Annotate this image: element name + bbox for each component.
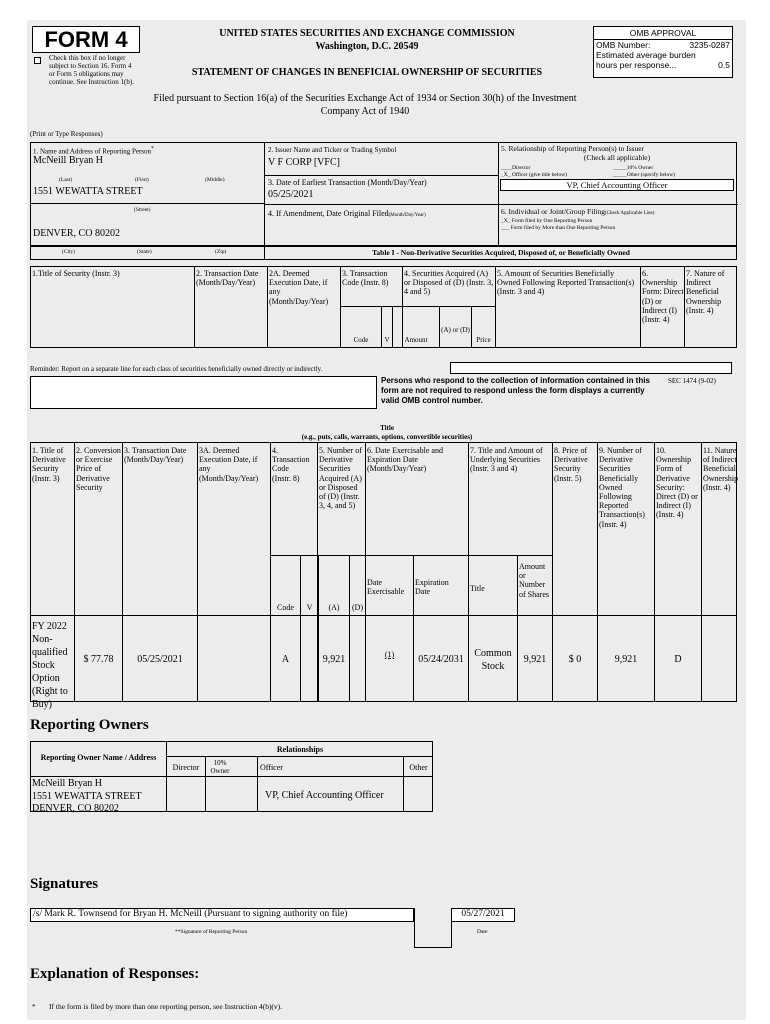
zip-label: (Zip) (215, 249, 227, 255)
omb-approval-box (593, 26, 733, 78)
t2-row-price: $ 77.78 (83, 654, 114, 665)
earliest-date-label: 3. Date of Earliest Transaction (Month/Day/Year) (268, 178, 427, 187)
t2-h4: 4. Transaction Code (Instr. 8) (272, 446, 310, 483)
t2-row-expiration: 05/24/2031 (418, 654, 464, 665)
no-longer-subject-checkbox[interactable] (34, 57, 41, 64)
commission-location: Washington, D.C. 20549 (315, 41, 419, 52)
officer-check-mark[interactable]: _X_ (501, 172, 511, 178)
omb-number-value: 3235-0287 (689, 40, 730, 50)
t2-row-form: D (674, 654, 682, 665)
t1-col3-header: 3. Transaction Code (Instr. 8) (342, 269, 389, 288)
table2-subtitle: (e.g., puts, calls, warrants, options, convertible securities) (301, 433, 473, 441)
director-option[interactable]: Director (512, 165, 531, 171)
t2-exp-header: Expiration Date (415, 578, 449, 597)
t2-date-ex-header: Date Exercisable (367, 578, 405, 597)
t2-h10: 10. Ownership Form of Derivative Security: Direct (D) or Indirect (I) (Instr. 4) (656, 446, 698, 520)
t2-h3: 3. Transaction Date (Month/Day/Year) (124, 446, 187, 465)
explanation-bullet: * (32, 1003, 36, 1011)
t2-row-owned: 9,921 (614, 654, 638, 665)
t2-row-code: A (281, 654, 290, 665)
t2-code-header: Code (277, 603, 294, 612)
t1-aord-header: (A) or (D) (441, 326, 470, 334)
t2-d-header: (D) (351, 603, 364, 612)
relationship-label: 5. Relationship of Reporting Person(s) to Issuer (501, 144, 645, 153)
t2-row-security: FY 2022 Non-qualified Stock Option (Right to Buy) (32, 621, 68, 710)
t2-title-header: Title (470, 584, 485, 593)
reporting-person-street: 1551 WEWATTA STREET (33, 186, 143, 197)
first-label: (First) (135, 177, 149, 183)
reporting-person-city: DENVER, CO 80202 (33, 228, 120, 239)
t2-h7: 7. Title and Amount of Underlying Securities (Instr. 3 and 4) (470, 446, 543, 474)
owner-officer-title: VP, Chief Accounting Officer (265, 790, 384, 801)
filing-more-option[interactable]: ___ Form filed by More than One Reporting Person (501, 225, 616, 231)
omb-burden-label: Estimated average burden (596, 50, 696, 60)
sec-code: SEC 1474 (9-02) (668, 377, 716, 385)
issuer-label: 2. Issuer Name and Ticker or Trading Symbol (268, 146, 397, 154)
reminder-blank (450, 362, 732, 374)
omb-hours-label: hours per response... (596, 60, 677, 70)
owner-name: McNeill Bryan H 1551 WEWATTA STREET DENVER, CO 80202 (32, 778, 142, 814)
t2-row-exercisable-footnote[interactable]: (1) (384, 650, 395, 659)
filing-one-option[interactable]: _X_ Form filed by One Reporting Person (501, 218, 593, 224)
omb-number-label: OMB Number: (596, 40, 651, 50)
t2-a-header: (A) (328, 603, 340, 612)
director-header: Director (172, 763, 200, 772)
t2-h5: 5. Number of Derivative Securities Acquired (A) or Disposed of (D) (Instr. 3, 4, and 5) (319, 446, 362, 511)
filing-label: 6. Individual or Joint/Group Filing(Check Applicable Line) (501, 207, 655, 216)
t2-h1: 1. Title of Derivative Security (Instr. 3) (32, 446, 66, 483)
t1-col2a-header: 2A. Deemed Execution Date, if any (Month/Day/Year) (269, 269, 329, 306)
t2-h8: 8. Price of Derivative Security (Instr. 5) (554, 446, 588, 483)
date-label: Date (477, 929, 488, 935)
t1-col5-header: 5. Amount of Securities Beneficially Owned Following Reported Transaction(s) (Instr. 3 and 4) (497, 269, 635, 297)
officer-title-field[interactable]: VP, Chief Accounting Officer (500, 179, 734, 191)
t2-row-date: 05/25/2021 (137, 654, 183, 665)
signature-text: /s/ Mark R. Townsend for Bryan H. McNeill (Pursuant to signing authority on file) (33, 909, 348, 919)
omb-title: OMB APPROVAL (594, 27, 732, 40)
state-label: (State) (137, 249, 152, 255)
reporting-person-label: 1. Name and Address of Reporting Person* (33, 146, 154, 156)
earliest-date-value: 05/25/2021 (268, 189, 314, 200)
t2-row-a: 9,921 (322, 654, 346, 665)
explanation-note: If the form is filed by more than one reporting person, see Instruction 4(b)(v). (49, 1002, 283, 1011)
notice-blank (30, 376, 377, 409)
omb-hours-value: 0.5 (718, 60, 730, 70)
other-option[interactable]: Other (specify below) (626, 172, 676, 178)
signature-date: 05/27/2021 (461, 909, 505, 919)
filed-pursuant-text: Filed pursuant to Section 16(a) of the Securities Exchange Act of 1934 or Section 30(h) of the Investment Company Act of 1940 (153, 93, 577, 117)
commission-name: UNITED STATES SECURITIES AND EXCHANGE COMMISSION (219, 28, 515, 39)
relationships-header: Relationships (276, 745, 324, 754)
ten-pct-header: 10% Owner (210, 759, 230, 776)
t2-h2: 2. Conversion or Exercise Price of Derivative Security (76, 446, 121, 492)
statement-title: STATEMENT OF CHANGES IN BENEFICIAL OWNERSHIP OF SECURITIES (191, 67, 543, 78)
reporting-owners-heading: Reporting Owners (30, 717, 149, 733)
t2-v-header: V (306, 603, 313, 612)
t1-col7-header: 7. Nature of Indirect Beneficial Ownership (Instr. 4) (686, 269, 725, 315)
print-note: (Print or Type Responses) (30, 130, 103, 138)
issuer-value: V F CORP [VFC] (268, 157, 340, 168)
t1-price-header: Price (476, 336, 491, 344)
signature-label: **Signature of Reporting Person (175, 929, 248, 935)
t1-amount-header: Amount (404, 336, 428, 344)
t2-h11: 11. Nature of Indirect Beneficial Ownership (Instr. 4) (703, 446, 739, 492)
t2-row-underlying-title: Common Stock (474, 648, 512, 672)
table2-title: Title (380, 424, 394, 432)
t2-h6: 6. Date Exercisable and Expiration Date (Month/Day/Year) (367, 446, 443, 474)
t2-amount-header: Amount or Number of Shares (519, 562, 549, 599)
t2-row-underlying-amount: 9,921 (523, 654, 547, 665)
ten-pct-option[interactable]: 10% Owner (626, 165, 654, 171)
persons-notice: Persons who respond to the collection of information contained in this form are not required to respond unless the form displays a currently valid OMB control number. (381, 376, 650, 405)
explanation-heading: Explanation of Responses: (30, 966, 200, 982)
checkbox-instructions: Check this box if no longer subject to Section 16. Form 4 or Form 5 obligations may continue. See Instruction 1(b). (49, 54, 134, 87)
t1-code-header: Code (353, 336, 369, 344)
officer-header: Officer (260, 763, 283, 772)
form-sheet: FORM 4 Check this box if no longer subject to Section 16. Form 4 or Form 5 obligations may continue. See Instruction 1(b). UNITED STATES SECURITIES AND EXCHANGE COMMISSION Washington, D.C. 20549 STATEMENT OF CHANGES IN BENEFICIAL OWNERSHIP OF SECURITIES Filed pursuant to Section 16(a) of the Securities Exchange Act of 1934 or Section 30(h) of the Investment Company Act of 1940 OMB APPROVAL OMB Number: 3235-0287 Estimated average burden hours per response... 0.5 (Print or Type Responses) 1. Name and Address of Reporting Person* McNeill Bryan H (Last) (First) (Middle) 1551 WEWATTA STREET (Street) DENVER, CO 80202 2. Issuer Name and Ticker or Trading Symbol V F CORP [VFC] 3. Date of Earliest Transaction (Month/Day/Year) 05/25/2021 4. If Amendment, Date Original Filed(Month/Day/Year) 5. Relationship of Reporting Person(s) to Issuer (Check all applicable) ____Director _____10% Owner _X_ Officer (give title below) _____Other (specify below) VP, Chief Accounting Officer 6. Individual or Joint/Group Filing(Check Applicable Line) _X_ Form filed by One Reporting Person ___ Form filed by More than One Reporting Person (City) (State) (Zip) Table I - Non-Derivative Securities Acquired, Disposed of, or Beneficially Owned 1.Title of Security (Instr. 3) 2. Transaction Date (Month/Day/Year) 2A. Deemed Execution Date, if any (Month/Day/Year) 3. Transaction Code (Instr. 8) 4. Securities Acquired (A) or Disposed of (D) (Instr. 3, 4 and 5) 5. Amount of Securities Beneficially Owned Following Reported Transaction(s) (Instr. 3 and 4) 6. Ownership Form: Direct (D) or Indirect (I) (Instr. 4) 7. Nature of Indirect Beneficial Ownership (Instr. 4) Code V Amount (A) or (D) Price Reminder: Report on a separate line for each class of securities beneficially owned directly or indirectly. Persons who respond to the collection of information contained in this form are not required to respond unless the form displays a currently valid OMB control number. SEC 1474 (9-02) Title (e.g., puts, calls, warrants, options, convertible securities) 1. Title of Derivative Security (Instr. 3) 2. Conversion or Exercise Price of Derivative Security 3. Transaction Date (Month/Day/Year) 3A. Deemed Execution Date, if any (Month/Day/Year) 4. Transaction Code (Instr. 8) 5. Number of Derivative Securities Acquired (A) or Disposed of (D) (Instr. 3, 4, and 5) 6. Date Exercisable and Expiration Date (Month/Day/Year) 7. Title and Amount of Underlying Securities (Instr. 3 and 4) 8. Price of Derivative Security (Instr. 5) 9. Number of Derivative Securities Beneficially Owned Following Reported Transaction(s) (Instr. 4) 10. Ownership Form of Derivative Security: Direct (D) or Indirect (I) (Instr. 4) 11. Nature of Indirect Beneficial Ownership (Instr. 4) Code V (A) (D) Date Exercisable Expiration Date Title Amount or Number of Shares FY 2022 Non-qualified Stock Option (Right to Buy) $ 77.78 05/25/2021 A 9,921 (1) 05/24/2031 Common Stock 9,921 $ 0 9,921 D Reporting Owners Reporting Owner Name / Address Relationships Director 10% Owner Officer Other McNeill Bryan H 1551 WEWATTA STREET DENVER, CO 80202 VP, Chief Accounting Officer Signatures /s/ Mark R. Townsend for Bryan H. McNeill (Pursuant to signing authority on file) 05/27/2021 **Signature of Reporting Person Date Explanation of Responses: * If the form is filed by more than one reporting person, see Instruction 4(b)(v). (27, 20, 746, 1020)
owner-name-header: Reporting Owner Name / Address (40, 753, 157, 762)
officer-option[interactable]: Officer (give title below) (511, 172, 567, 178)
t2-h3a: 3A. Deemed Execution Date, if any (Month/Day/Year) (199, 446, 259, 483)
city-label: (City) (62, 249, 76, 255)
t2-row-deriv-price: $ 0 (568, 654, 582, 665)
reporting-person-name: McNeill Bryan H (33, 155, 103, 166)
t1-v-header: V (384, 336, 390, 344)
t1-col1-header: 1.Title of Security (Instr. 3) (32, 269, 120, 278)
middle-label: (Middle) (205, 177, 225, 183)
t1-col4-header: 4. Securities Acquired (A) or Disposed of (D) (Instr. 3, 4 and 5) (404, 269, 494, 297)
t1-col2-header: 2. Transaction Date (Month/Day/Year) (196, 269, 259, 288)
street-label: (Street) (134, 207, 151, 213)
t2-h9: 9. Number of Derivative Securities Beneficially Owned Following Reported Transaction(s) (Instr. 4) (599, 446, 645, 529)
amendment-label: 4. If Amendment, Date Original Filed(Month/Day/Year) (268, 209, 426, 218)
signatures-heading: Signatures (30, 876, 99, 892)
relationship-sub: (Check all applicable) (583, 153, 651, 162)
form-title: FORM 4 (32, 26, 140, 53)
reminder-text: Reminder: Report on a separate line for each class of securities beneficially owned directly or indirectly. (30, 365, 323, 373)
last-label: (Last) (59, 177, 73, 183)
other-header: Other (409, 763, 428, 772)
table1-title: Table I - Non-Derivative Securities Acquired, Disposed of, or Beneficially Owned (372, 248, 630, 257)
t1-col6-header: 6. Ownership Form: Direct (D) or Indirect (I) (Instr. 4) (642, 269, 684, 324)
